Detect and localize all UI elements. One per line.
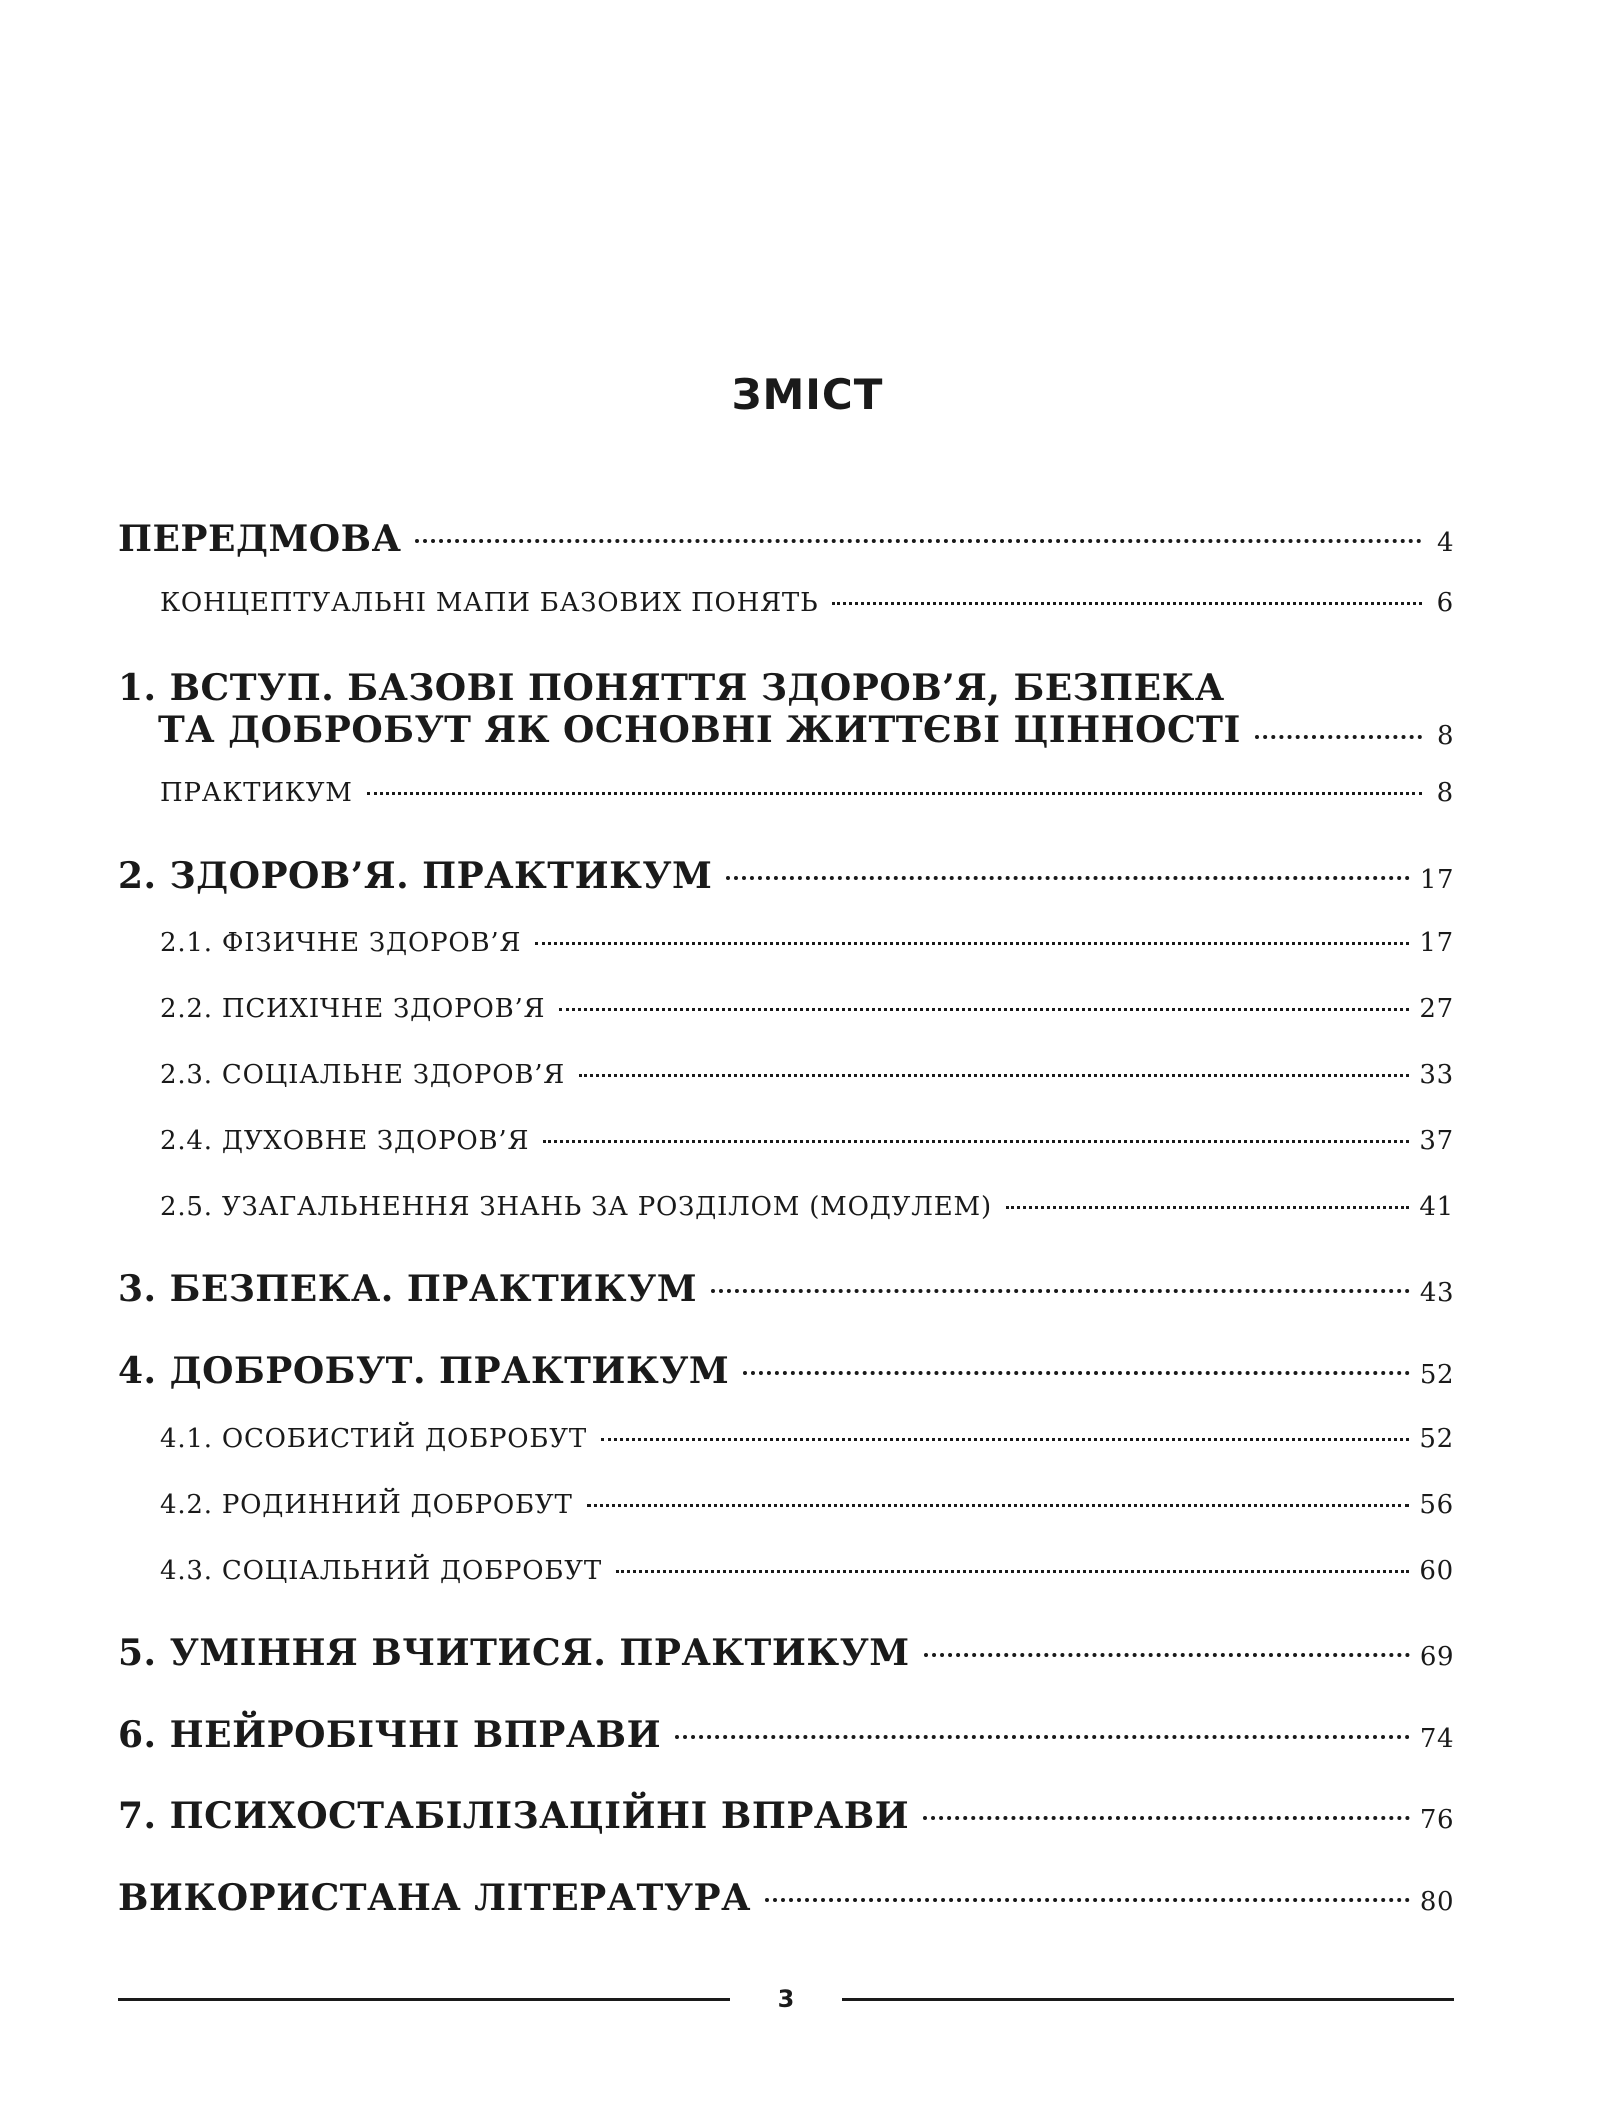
toc-entry-chapter-5[interactable] — [118, 1632, 1454, 1674]
toc-entry-label: 4. ДОБРОБУТ. ПРАКТИКУМ — [118, 1350, 730, 1392]
toc-entry-2-5[interactable] — [118, 1192, 1454, 1222]
toc-page-number: 43 — [1419, 1278, 1454, 1308]
toc-entry-2-1[interactable] — [118, 928, 1454, 958]
toc-entry-practicum[interactable] — [118, 778, 1454, 808]
toc-leader-dots — [1006, 1206, 1409, 1209]
toc-entry-label: ВИКОРИСТАНА ЛІТЕРАТУРА — [118, 1877, 751, 1919]
toc-entry-label: 6. НЕЙРОБІЧНІ ВПРАВИ — [118, 1714, 662, 1756]
toc-leader-dots — [923, 1816, 1410, 1820]
toc-entry-references[interactable] — [118, 1877, 1454, 1919]
toc-page-number: 56 — [1419, 1490, 1454, 1520]
toc-entry-label: КОНЦЕПТУАЛЬНІ МАПИ БАЗОВИХ ПОНЯТЬ — [160, 588, 819, 618]
footer-rule-right — [842, 1998, 1454, 2001]
toc-leader-dots — [675, 1735, 1410, 1739]
toc-entry-chapter-7[interactable] — [118, 1795, 1454, 1837]
toc-entry-label: 5. УМІННЯ ВЧИТИСЯ. ПРАКТИКУМ — [118, 1632, 910, 1674]
toc-leader-dots — [1255, 735, 1422, 739]
page-title: ЗМІСТ — [731, 370, 884, 419]
footer-page-number: 3 — [777, 1985, 795, 2013]
toc-entry-chapter-4[interactable] — [118, 1350, 1454, 1392]
toc-entry-label: 4.2. РОДИННИЙ ДОБРОБУТ — [160, 1490, 573, 1520]
toc-leader-dots — [924, 1653, 1410, 1657]
toc-page-number: 8 — [1436, 778, 1454, 808]
toc-entry-4-2[interactable] — [118, 1490, 1454, 1520]
toc-leader-dots — [579, 1074, 1409, 1077]
toc-entry-foreword[interactable] — [118, 518, 1454, 560]
toc-page-number: 41 — [1419, 1192, 1454, 1222]
toc-leader-dots — [765, 1898, 1410, 1902]
toc-leader-dots — [743, 1371, 1410, 1375]
toc-entry-label: 3. БЕЗПЕКА. ПРАКТИКУМ — [118, 1268, 698, 1310]
toc-page-number: 4 — [1436, 528, 1454, 558]
toc-entry-chapter-2[interactable] — [118, 855, 1454, 897]
toc-page-number: 76 — [1419, 1805, 1454, 1835]
toc-leader-dots — [726, 876, 1410, 880]
toc-leader-dots — [832, 602, 1422, 605]
toc-page-number: 17 — [1419, 865, 1454, 895]
toc-entry-label: 4.1. ОСОБИСТИЙ ДОБРОБУТ — [160, 1424, 588, 1454]
toc-page-number: 33 — [1419, 1060, 1454, 1090]
toc-page-number: 80 — [1419, 1887, 1454, 1917]
toc-entry-2-2[interactable] — [118, 994, 1454, 1024]
toc-entry-label-line2: ТА ДОБРОБУТ ЯК ОСНОВНІ ЖИТТЄВІ ЦІННОСТІ — [158, 709, 1241, 751]
toc-page-number: 74 — [1419, 1724, 1454, 1754]
toc-entry-label: 7. ПСИХОСТАБІЛІЗАЦІЙНІ ВПРАВИ — [118, 1795, 910, 1837]
toc-leader-dots — [535, 942, 1409, 945]
toc-entry-label: ПРАКТИКУМ — [160, 778, 353, 808]
toc-page-number: 52 — [1419, 1360, 1454, 1390]
toc-leader-dots — [587, 1504, 1410, 1507]
toc-entry-label: 2. ЗДОРОВ’Я. ПРАКТИКУМ — [118, 855, 713, 897]
toc-leader-dots — [415, 539, 1422, 543]
toc-page-number: 69 — [1419, 1642, 1454, 1672]
toc-leader-dots — [711, 1289, 1410, 1293]
toc-page-number: 8 — [1436, 721, 1454, 751]
toc-page-number: 52 — [1419, 1424, 1454, 1454]
toc-entry-4-1[interactable] — [118, 1424, 1454, 1454]
toc-entry-label: 2.5. УЗАГАЛЬНЕННЯ ЗНАНЬ ЗА РОЗДІЛОМ (МОДУЛЕМ) — [160, 1192, 992, 1222]
toc-entry-chapter-6[interactable] — [118, 1714, 1454, 1756]
toc-entry-label: 2.4. ДУХОВНЕ ЗДОРОВ’Я — [160, 1126, 530, 1156]
toc-entry-label: ПЕРЕДМОВА — [118, 518, 402, 560]
toc-leader-dots — [559, 1008, 1409, 1011]
toc-page-number: 6 — [1436, 588, 1454, 618]
toc-entry-2-3[interactable] — [118, 1060, 1454, 1090]
toc-entry-4-3[interactable] — [118, 1556, 1454, 1586]
toc-leader-dots — [616, 1570, 1409, 1573]
toc-entry-label: 2.2. ПСИХІЧНЕ ЗДОРОВ’Я — [160, 994, 546, 1024]
footer-rule-left — [118, 1998, 730, 2001]
toc-entry-2-4[interactable] — [118, 1126, 1454, 1156]
toc-entry-label-line1: 1. ВСТУП. БАЗОВІ ПОНЯТТЯ ЗДОРОВ’Я, БЕЗПЕКА — [118, 667, 1225, 709]
toc-entry-label — [118, 667, 1241, 751]
toc-entry-concept-maps[interactable] — [118, 588, 1454, 618]
toc-page-number: 17 — [1419, 928, 1454, 958]
toc-entry-label: 4.3. СОЦІАЛЬНИЙ ДОБРОБУТ — [160, 1556, 603, 1586]
toc-entry-chapter-1[interactable] — [118, 667, 1454, 751]
toc-entry-label: 2.3. СОЦІАЛЬНЕ ЗДОРОВ’Я — [160, 1060, 566, 1090]
toc-entry-chapter-3[interactable] — [118, 1268, 1454, 1310]
toc-leader-dots — [367, 792, 1422, 795]
toc-leader-dots — [601, 1438, 1409, 1441]
page-footer — [118, 1984, 1454, 2014]
toc-entry-label: 2.1. ФІЗИЧНЕ ЗДОРОВ’Я — [160, 928, 522, 958]
toc-page-number: 27 — [1419, 994, 1454, 1024]
toc-leader-dots — [543, 1140, 1409, 1143]
toc-page-number: 37 — [1419, 1126, 1454, 1156]
toc-page-number: 60 — [1419, 1556, 1454, 1586]
